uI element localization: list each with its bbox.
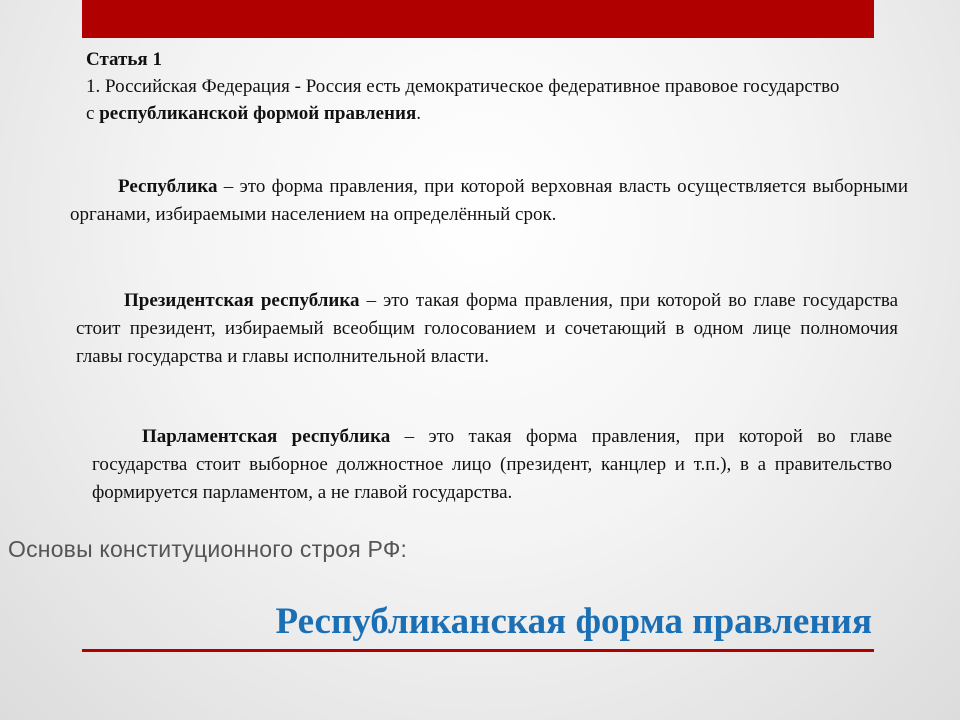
definition-term: Президентская республика (124, 290, 360, 311)
article-heading: Статья 1 (86, 49, 162, 70)
article-block (86, 46, 846, 127)
article-text-bold: республиканской формой правления (99, 103, 417, 124)
definition-presidential-republic (76, 287, 898, 371)
definition-parliamentary-republic (92, 423, 892, 507)
definition-republic (70, 173, 908, 229)
top-accent-bar (82, 0, 874, 38)
slide-title: Республиканская форма правления (275, 601, 872, 642)
definition-text: – это форма правления, при которой верховная власть осуществляется выборными органами, избираемыми населением на определённый срок. (70, 176, 908, 225)
slide-title-block (82, 596, 874, 652)
definition-text: – это такая форма правления, при которой во главе государства стоит выборное должностное лицо (президент, канцлер и т.п.), в а правительство формируется парламентом, а не главой государства. (92, 426, 893, 503)
article-text-plain: 1. Российская Федерация - Россия есть демократическое федеративное правовое государство с (86, 76, 840, 124)
definition-text: – это такая форма правления, при которой во главе государства стоит президент, избираемый всеобщим голосованием и сочетающий в одном лице полномочия главы государства и главы исполнительной власти. (76, 290, 899, 367)
article-text-end: . (416, 103, 421, 124)
article-text (86, 73, 846, 127)
slide-subtitle: Основы конституционного строя РФ: (8, 536, 408, 562)
definition-term: Республика (118, 176, 218, 197)
definition-term: Парламентская республика (142, 426, 391, 447)
